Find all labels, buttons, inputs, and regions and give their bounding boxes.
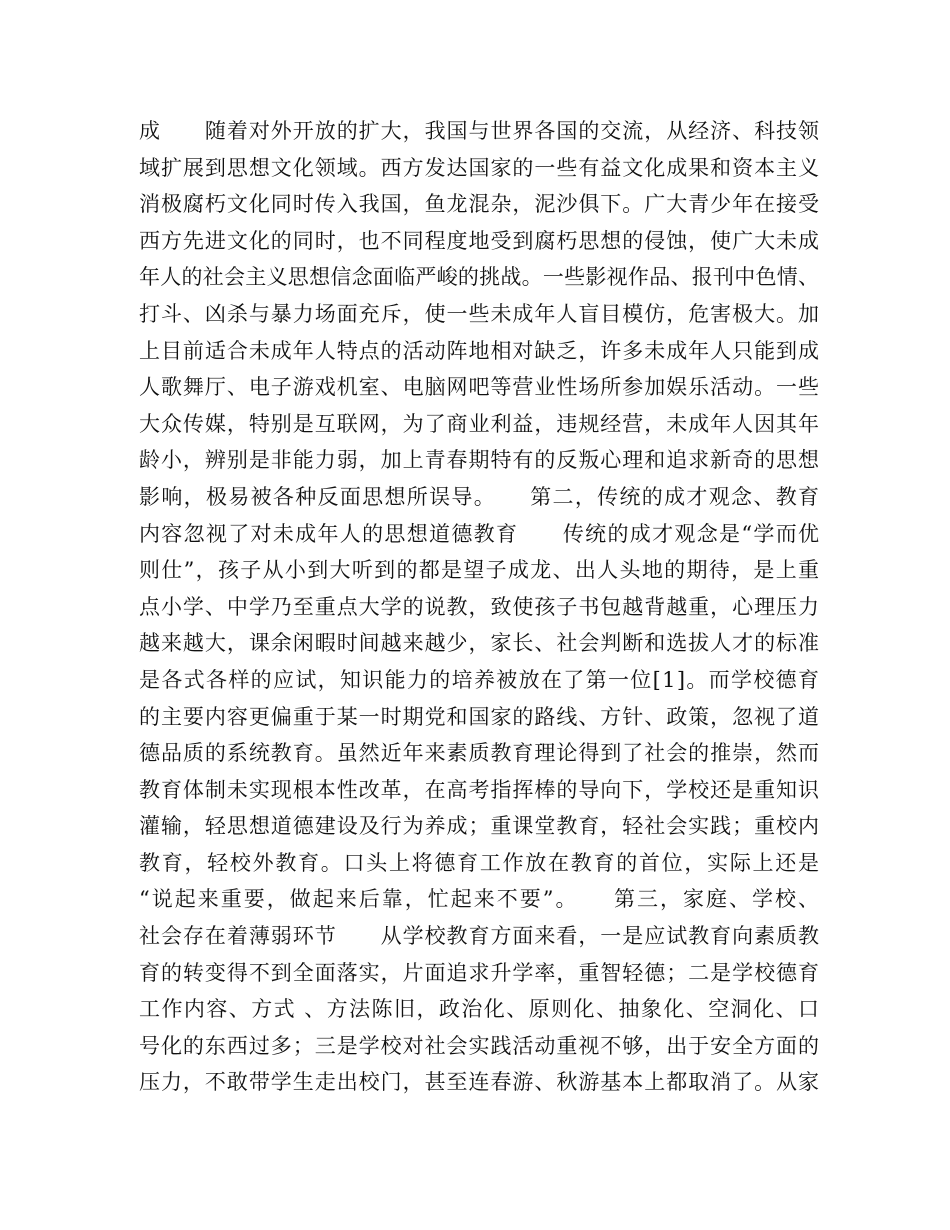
text-line: 人歌舞厅、电子游戏机室、电脑网吧等营业性场所参加娱乐活动。一些 [139, 375, 820, 400]
text-line: 越来越大，课余闲暇时间越来越少，家长、社会判断和选拔人才的标准 [139, 631, 820, 656]
body-text [139, 113, 819, 1101]
text-line: 压力，不敢带学生走出校门，甚至连春游、秋游基本上都取消了。从家 [139, 1070, 820, 1095]
text-line: 灌输，轻思想道德建设及行为养成；重课堂教育，轻社会实践；重校内 [139, 814, 820, 839]
text-line: 育的转变得不到全面落实，片面追求升学率，重智轻德；二是学校德育 [139, 960, 820, 985]
text-line: 社会存在着薄弱环节 从学校教育方面来看，一是应试教育向素质教 [139, 924, 820, 949]
text-line: 域扩展到思想文化领域。西方发达国家的一些有益文化成果和资本主义 [139, 155, 820, 180]
text-line: 西方先进文化的同时，也不同程度地受到腐朽思想的侵蚀，使广大未成 [139, 228, 820, 253]
text-line: 消极腐朽文化同时传入我国，鱼龙混杂，泥沙俱下。广大青少年在接受 [139, 192, 820, 217]
text-line: 影响，极易被各种反面思想所误导。 第二，传统的成才观念、教育 [139, 484, 821, 509]
text-line: 内容忽视了对未成年人的思想道德教育 传统的成才观念是“学而优 [139, 521, 821, 546]
text-line: 打斗、凶杀与暴力场面充斥，使一些未成年人盲目模仿，危害极大。加 [139, 301, 820, 326]
text-line: 教育，轻校外教育。口头上将德育工作放在教育的首位，实际上还是 [139, 850, 821, 875]
text-line: 的主要内容更偏重于某一时期党和国家的路线、方针、政策，忽视了道 [139, 704, 820, 729]
text-line: 是各式各样的应试，知识能力的培养被放在了第一位[1]。而学校德育 [139, 667, 821, 692]
text-line: 成 随着对外开放的扩大，我国与世界各国的交流，从经济、科技领 [139, 119, 820, 143]
text-line: 龄小，辨别是非能力弱，加上青春期特有的反叛心理和追求新奇的思想 [139, 448, 820, 473]
text-line: 德品质的系统教育。虽然近年来素质教育理论得到了社会的推崇，然而 [139, 741, 820, 766]
text-line: “说起来重要，做起来后靠，忙起来不要”。 第三，家庭、学校、 [139, 887, 821, 912]
text-line: 则仕”，孩子从小到大听到的都是望子成龙、出人头地的期待，是上重 [139, 558, 821, 583]
text-line: 教育体制未实现根本性改革，在高考指挥棒的导向下，学校还是重知识 [139, 777, 820, 802]
text-line: 年人的社会主义思想信念面临严峻的挑战。一些影视作品、报刊中色情、 [139, 265, 820, 290]
text-line: 工作内容、方式 、方法陈旧，政治化、原则化、抽象化、空洞化、口 [139, 997, 821, 1022]
text-line: 点小学、中学乃至重点大学的说教，致使孩子书包越背越重，心理压力 [139, 594, 820, 619]
text-line: 上目前适合未成年人特点的活动阵地相对缺乏，许多未成年人只能到成 [139, 338, 820, 363]
text-line: 大众传媒，特别是互联网，为了商业利益，违规经营，未成年人因其年 [139, 411, 820, 436]
text-line: 号化的东西过多；三是学校对社会实践活动重视不够，出于安全方面的 [139, 1033, 820, 1058]
